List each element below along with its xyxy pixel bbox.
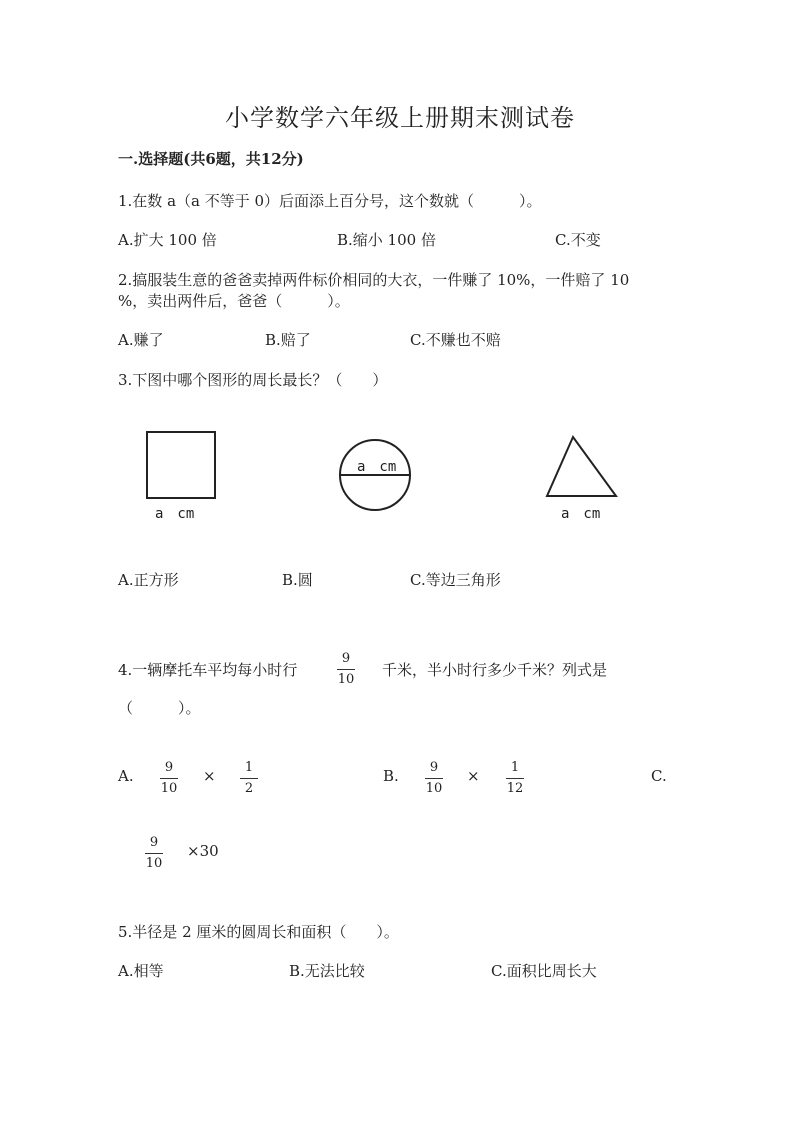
triangle-figure — [547, 437, 616, 496]
question-2-option-a[interactable]: A.赚了 — [118, 331, 164, 349]
question-4-option-b-label[interactable]: B. — [383, 767, 399, 785]
fraction-denominator: 10 — [425, 781, 443, 796]
option-a-fraction-1 — [160, 761, 178, 796]
fraction-denominator: 12 — [506, 781, 524, 796]
fraction-denominator: 10 — [145, 856, 163, 871]
question-4-suffix: 千米，半小时行多少千米？列式是 — [382, 661, 608, 679]
fraction-numerator: 9 — [341, 651, 351, 666]
fraction-bar — [160, 778, 178, 779]
question-4-line2: （ ）。 — [118, 699, 201, 717]
question-5-option-b[interactable]: B.无法比较 — [289, 962, 365, 980]
question-2-text-line2: %，卖出两件后，爸爸（ ）。 — [118, 292, 350, 310]
page-title: 小学数学六年级上册期末测试卷 — [225, 104, 575, 132]
triangle-label: a cm — [561, 506, 601, 522]
question-1-option-c[interactable]: C.不变 — [555, 231, 601, 249]
question-2-text-line1: 2.搞服装生意的爸爸卖掉两件标价相同的大衣，一件赚了 10%，一件赔了 10 — [118, 271, 630, 289]
question-5-option-c[interactable]: C.面积比周长大 — [491, 962, 597, 980]
question-4-fraction — [337, 652, 355, 687]
option-c-fraction — [145, 836, 163, 871]
fraction-bar — [506, 778, 524, 779]
fraction-bar — [337, 669, 355, 670]
question-3-option-b[interactable]: B.圆 — [282, 571, 313, 589]
square-figure — [147, 432, 215, 498]
fraction-bar — [145, 853, 163, 854]
question-1-option-a[interactable]: A.扩大 100 倍 — [118, 231, 217, 249]
fraction-numerator: 1 — [244, 760, 254, 775]
option-b-fraction-2 — [506, 761, 524, 796]
fraction-bar — [425, 778, 443, 779]
question-4-option-c-label[interactable]: C. — [651, 767, 667, 785]
question-2-option-b[interactable]: B.赔了 — [265, 331, 311, 349]
fraction-numerator: 1 — [510, 760, 520, 775]
question-3-text: 3.下图中哪个图形的周长最长？（ ） — [118, 371, 388, 389]
option-b-fraction-1 — [425, 761, 443, 796]
fraction-denominator: 2 — [244, 781, 254, 796]
circle-label: a cm — [357, 459, 397, 475]
fraction-numerator: 9 — [164, 760, 174, 775]
question-2-option-c[interactable]: C.不赚也不赔 — [410, 331, 501, 349]
fraction-denominator: 10 — [337, 672, 355, 687]
option-c-expression-tail: ×30 — [187, 842, 219, 860]
section-heading: 一.选择题(共6题，共12分) — [118, 150, 304, 168]
fraction-denominator: 10 — [160, 781, 178, 796]
option-b-times-sign: × — [467, 767, 480, 785]
fraction-bar — [240, 778, 258, 779]
option-a-times-sign: × — [203, 767, 216, 785]
question-3-option-c[interactable]: C.等边三角形 — [410, 571, 501, 589]
question-5-option-a[interactable]: A.相等 — [118, 962, 164, 980]
question-1-text: 1.在数 a（a 不等于 0）后面添上百分号，这个数就（ ）。 — [118, 192, 542, 210]
fraction-numerator: 9 — [429, 760, 439, 775]
fraction-numerator: 9 — [149, 835, 159, 850]
question-4-prefix: 4.一辆摩托车平均每小时行 — [118, 661, 298, 679]
question-5-text: 5.半径是 2 厘米的圆周长和面积（ ）。 — [118, 923, 399, 941]
square-label: a cm — [155, 506, 195, 522]
question-1-option-b[interactable]: B.缩小 100 倍 — [337, 231, 436, 249]
question-4-option-a-label[interactable]: A. — [118, 767, 134, 785]
question-3-option-a[interactable]: A.正方形 — [118, 571, 179, 589]
option-a-fraction-2 — [240, 761, 258, 796]
